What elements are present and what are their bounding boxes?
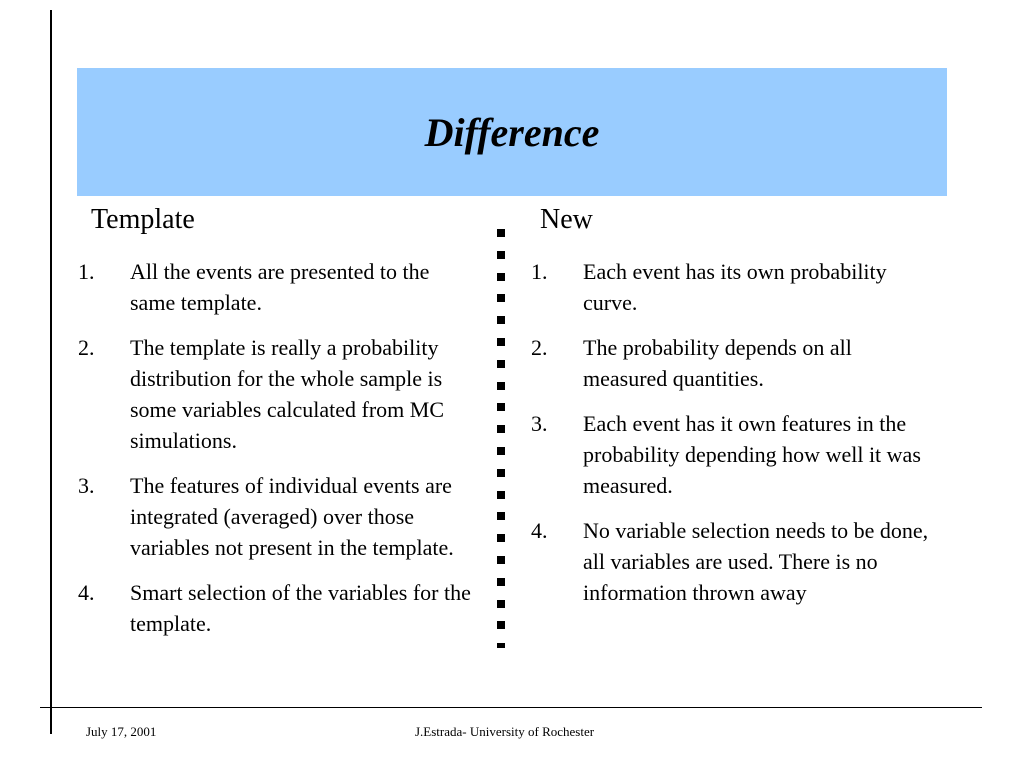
footer-author: J.Estrada- University of Rochester xyxy=(415,724,595,739)
right-column xyxy=(531,256,931,622)
list-item-text: The template is really a probability distribution for the whole sample is some variables calculated from MC simulations. xyxy=(130,335,445,453)
left-vertical-rule xyxy=(50,10,52,734)
list-item xyxy=(78,332,472,456)
list-item xyxy=(531,515,931,608)
list-item xyxy=(78,256,472,318)
list-item-number: 1. xyxy=(531,259,548,284)
footer-horizontal-rule xyxy=(40,707,982,708)
list-item xyxy=(531,332,931,394)
list-item xyxy=(531,256,931,318)
list-item-text: All the events are presented to the same template. xyxy=(130,259,430,315)
list-item-number: 2. xyxy=(78,335,95,360)
footer-date: July 17, 2001 xyxy=(86,724,157,739)
title-band xyxy=(77,68,947,196)
slide-title: Difference xyxy=(424,109,600,155)
list-item xyxy=(78,577,472,639)
list-item-text: Smart selection of the variables for the template. xyxy=(130,580,471,636)
list-item-number: 2. xyxy=(531,335,548,360)
right-list xyxy=(531,256,931,608)
list-item xyxy=(531,408,931,501)
list-item-text: The features of individual events are integrated (averaged) over those variables not present in the template. xyxy=(130,473,454,560)
list-item-number: 3. xyxy=(531,411,548,436)
list-item-text: The probability depends on all measured quantities. xyxy=(583,335,852,391)
right-column-heading: New xyxy=(540,204,593,235)
list-item-number: 4. xyxy=(78,580,95,605)
list-item-number: 3. xyxy=(78,473,95,498)
left-column-heading: Template xyxy=(91,204,195,235)
list-item xyxy=(78,470,472,563)
list-item-text: No variable selection needs to be done, all variables are used. There is no information thrown away xyxy=(583,518,929,605)
dotted-divider xyxy=(497,229,507,669)
list-item-text: Each event has its own probability curve. xyxy=(583,259,887,315)
left-list xyxy=(78,256,472,639)
list-item-text: Each event has it own features in the probability depending how well it was measured. xyxy=(583,411,921,498)
list-item-number: 4. xyxy=(531,518,548,543)
left-column xyxy=(78,256,472,653)
list-item-number: 1. xyxy=(78,259,95,284)
